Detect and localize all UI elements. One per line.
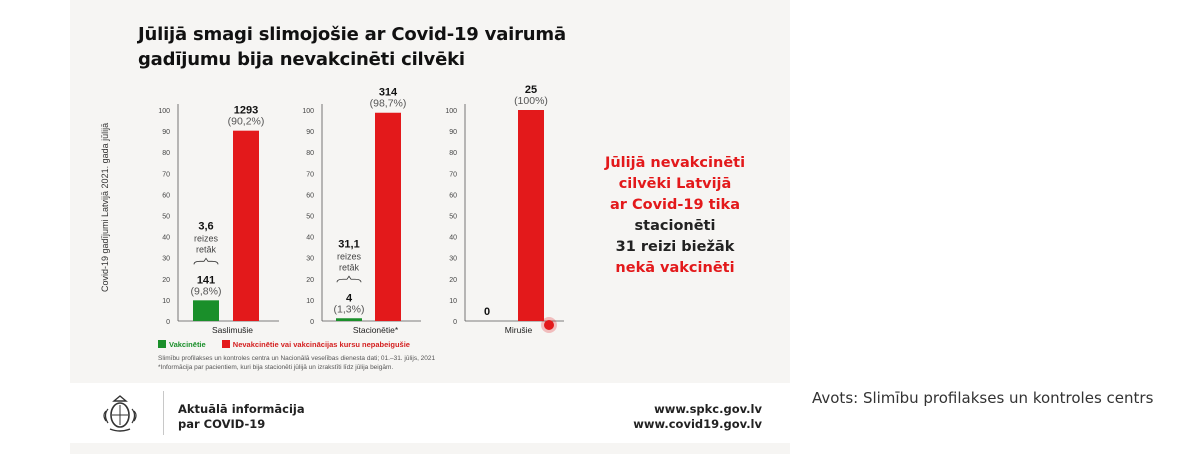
footer-divider bbox=[163, 391, 164, 435]
category-label: Saslimušie bbox=[211, 325, 254, 335]
note-asterisk: *Informācija par pacientiem, kuri bija stacionēti jūlijā un izrakstīti līdz jūlija beigām. bbox=[158, 364, 394, 371]
footer-bar bbox=[70, 383, 790, 443]
ratio-line-1: reizes bbox=[193, 233, 219, 244]
side-line-3: ar Covid-19 tika bbox=[610, 197, 740, 213]
y-tick-label: 20 bbox=[306, 276, 314, 284]
side-line-1: Jūlijā nevakcinēti bbox=[604, 155, 746, 171]
y-tick-label: 90 bbox=[162, 129, 170, 137]
ratio-line-2: retāk bbox=[338, 262, 360, 273]
title-line-2: gadījumu bija nevakcinēti cilvēki bbox=[138, 49, 465, 70]
y-axis-label: Covid-19 gadījumi Latvijā 2021. gada jūlijā bbox=[100, 122, 110, 292]
footer-info-line-1: Aktuālā informācija bbox=[178, 402, 305, 416]
y-tick-label: 80 bbox=[162, 150, 170, 158]
y-tick-label: 50 bbox=[162, 213, 170, 221]
data-label-count: 0 bbox=[483, 306, 491, 318]
y-tick-label: 40 bbox=[449, 234, 457, 242]
data-label-count: 1293 bbox=[233, 104, 259, 117]
legend-label-vaccinated: Vakcinētie bbox=[169, 340, 206, 349]
y-tick-label: 40 bbox=[162, 234, 170, 242]
y-tick-label: 70 bbox=[162, 171, 170, 179]
y-tick-label: 80 bbox=[306, 150, 314, 158]
bar-unvaccinated bbox=[233, 131, 259, 321]
footnotes bbox=[158, 354, 435, 372]
legend-unvaccinated bbox=[222, 340, 410, 349]
link-spkc[interactable]: www.spkc.gov.lv bbox=[654, 402, 762, 416]
y-tick-label: 30 bbox=[306, 255, 314, 263]
y-tick-label: 0 bbox=[453, 319, 457, 326]
side-line-2: cilvēki Latvijā bbox=[618, 176, 732, 192]
y-tick-label: 60 bbox=[162, 192, 170, 200]
ratio-brace bbox=[337, 276, 361, 282]
y-tick-label: 30 bbox=[162, 255, 170, 263]
side-callout bbox=[590, 153, 760, 279]
side-line-5: 31 reizi biežāk bbox=[615, 239, 735, 255]
y-tick-label: 30 bbox=[449, 255, 457, 263]
data-label-count: 141 bbox=[196, 274, 216, 287]
side-line-4: stacionēti bbox=[634, 218, 716, 234]
data-label-count: 314 bbox=[378, 86, 398, 99]
legend-vaccinated bbox=[158, 340, 206, 349]
y-tick-label: 60 bbox=[306, 192, 314, 200]
source-caption: Avots: Slimību profilakses un kontroles centrs bbox=[812, 389, 1154, 407]
y-tick-label: 10 bbox=[162, 297, 170, 305]
y-tick-label: 0 bbox=[166, 319, 170, 326]
pointer-dot bbox=[544, 320, 554, 330]
note-source: Slimību profilakses un kontroles centra un Nacionālā veselības dienesta dati; 01.–31. jūlijs, 2021 bbox=[158, 355, 436, 362]
ratio-line-2: retāk bbox=[195, 244, 217, 255]
bar-unvaccinated bbox=[375, 113, 401, 321]
data-label-percent: (90,2%) bbox=[227, 115, 265, 128]
data-label-percent: (98,7%) bbox=[369, 97, 407, 110]
link-covid19[interactable]: www.covid19.gov.lv bbox=[633, 417, 762, 431]
y-tick-label: 80 bbox=[449, 150, 457, 158]
data-label-count: 25 bbox=[524, 84, 538, 96]
y-tick-label: 100 bbox=[302, 108, 314, 115]
footer-info bbox=[178, 402, 305, 432]
ratio-value: 31,1 bbox=[338, 238, 360, 251]
coat-of-arms-icon bbox=[98, 391, 142, 435]
bar-vaccinated bbox=[193, 300, 219, 321]
y-tick-label: 90 bbox=[449, 129, 457, 137]
legend-label-unvaccinated: Nevakcinētie vai vakcinācijas kursu nepabeigušie bbox=[232, 340, 410, 349]
legend-swatch-vaccinated bbox=[158, 340, 166, 348]
y-tick-label: 20 bbox=[449, 276, 457, 284]
y-tick-label: 60 bbox=[449, 192, 457, 200]
y-tick-label: 100 bbox=[445, 108, 457, 115]
ratio-line-1: reizes bbox=[336, 251, 362, 262]
data-label-percent: (1,3%) bbox=[333, 303, 365, 316]
ratio-brace bbox=[194, 258, 218, 264]
y-tick-label: 40 bbox=[306, 234, 314, 242]
side-line-6: nekā vakcinēti bbox=[615, 260, 735, 276]
y-tick-label: 20 bbox=[162, 276, 170, 284]
legend-swatch-unvaccinated bbox=[222, 340, 230, 348]
data-label-count: 4 bbox=[345, 292, 353, 305]
y-tick-label: 10 bbox=[449, 297, 457, 305]
category-label: Mirušie bbox=[504, 325, 533, 335]
title-line-1: Jūlijā smagi slimojošie ar Covid-19 vairumā bbox=[138, 24, 566, 45]
data-label-percent: (100%) bbox=[514, 95, 548, 107]
legend bbox=[158, 340, 410, 349]
data-label-percent: (9,8%) bbox=[190, 285, 222, 298]
y-tick-label: 70 bbox=[306, 171, 314, 179]
y-tick-label: 10 bbox=[306, 297, 314, 305]
y-tick-label: 0 bbox=[310, 319, 314, 326]
bar-vaccinated bbox=[336, 318, 362, 321]
y-tick-label: 50 bbox=[449, 213, 457, 221]
y-tick-label: 50 bbox=[306, 213, 314, 221]
y-tick-label: 90 bbox=[306, 129, 314, 137]
category-label: Stacionētie* bbox=[352, 325, 399, 335]
footer-info-line-2: par COVID-19 bbox=[178, 417, 266, 431]
y-tick-label: 100 bbox=[158, 108, 170, 115]
footer-links bbox=[633, 402, 762, 432]
y-tick-label: 70 bbox=[449, 171, 457, 179]
ratio-value: 3,6 bbox=[198, 220, 214, 233]
bar-unvaccinated bbox=[518, 110, 544, 321]
